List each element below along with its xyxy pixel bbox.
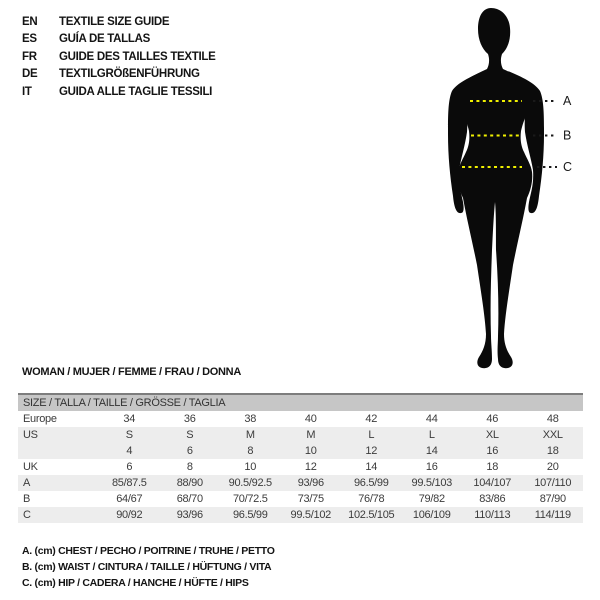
language-label: TEXTILGRÖßENFÜHRUNG bbox=[59, 68, 200, 81]
table-cell: 40 bbox=[304, 413, 317, 425]
table-cell: 8 bbox=[186, 461, 193, 473]
marker-label-b: B bbox=[563, 128, 572, 143]
table-cell: 16 bbox=[486, 445, 499, 457]
marker-label-a: A bbox=[563, 94, 572, 108]
table-cell: 96.5/99 bbox=[232, 509, 268, 521]
table-cell: 42 bbox=[365, 413, 378, 425]
table-cell: 76/78 bbox=[358, 493, 385, 505]
table-cell: 73/75 bbox=[297, 493, 324, 505]
table-row bbox=[18, 475, 583, 491]
table-cell: 104/107 bbox=[473, 477, 512, 489]
table-cell: S bbox=[186, 429, 194, 441]
table-cell: 6 bbox=[186, 445, 193, 457]
table-cell: 18 bbox=[546, 445, 559, 457]
table-cell: 90.5/92.5 bbox=[228, 477, 272, 489]
table-cell: 85/87.5 bbox=[111, 477, 147, 489]
table-cell: M bbox=[306, 429, 316, 441]
table-cell: 14 bbox=[425, 445, 438, 457]
language-label: GUIDE DES TAILLES TEXTILE bbox=[59, 50, 216, 63]
table-cell: 99.5/102 bbox=[290, 509, 331, 521]
table-cell: M bbox=[245, 429, 255, 441]
table-cell: 8 bbox=[247, 445, 254, 457]
table-cell: 93/96 bbox=[176, 509, 203, 521]
language-code: FR bbox=[22, 50, 37, 63]
table-cell: 38 bbox=[244, 413, 257, 425]
table-row-label: B bbox=[23, 493, 31, 505]
table-cell: 107/110 bbox=[534, 477, 572, 489]
table-cell: 68/70 bbox=[176, 493, 203, 505]
woman-silhouette-figure bbox=[400, 0, 600, 380]
language-label: GUIDA ALLE TAGLIE TESSILI bbox=[59, 85, 213, 98]
legend-line-hip: C. (cm) HIP / CADERA / HANCHE / HÜFTE / HIPS bbox=[22, 576, 249, 589]
table-cell: 34 bbox=[123, 413, 136, 425]
table-row-label: A bbox=[23, 477, 31, 489]
marker-label-c: C bbox=[563, 160, 573, 174]
language-row-it bbox=[22, 83, 216, 101]
table-cell: 90/92 bbox=[116, 509, 143, 521]
table-cell: 96.5/99 bbox=[353, 477, 389, 489]
table-cell: XXL bbox=[542, 429, 563, 441]
table-row bbox=[18, 507, 583, 523]
table-cell: 70/72.5 bbox=[232, 493, 268, 505]
language-code: DE bbox=[22, 68, 38, 81]
table-cell: 12 bbox=[365, 445, 378, 457]
table-cell: 6 bbox=[126, 461, 133, 473]
table-cell: 110/113 bbox=[474, 509, 511, 521]
table-cell: 18 bbox=[486, 461, 499, 473]
table-row bbox=[18, 411, 583, 427]
table-cell: 44 bbox=[425, 413, 438, 425]
table-row-label bbox=[18, 443, 99, 459]
table-cell: 46 bbox=[486, 413, 499, 425]
language-row-en bbox=[22, 13, 216, 31]
language-row-de bbox=[22, 66, 216, 84]
table-row bbox=[18, 443, 583, 459]
language-row-fr bbox=[22, 48, 216, 66]
size-table-body bbox=[18, 411, 583, 523]
table-cell: 106/109 bbox=[412, 509, 451, 521]
table-row bbox=[18, 459, 583, 475]
table-cell: 48 bbox=[546, 413, 559, 425]
table-row bbox=[18, 491, 583, 507]
table-cell: 93/96 bbox=[297, 477, 324, 489]
language-code: ES bbox=[22, 33, 37, 46]
measurement-legend bbox=[22, 544, 275, 591]
size-table bbox=[18, 393, 583, 523]
table-cell: 79/82 bbox=[418, 493, 445, 505]
language-label: TEXTILE SIZE GUIDE bbox=[59, 15, 170, 28]
table-row-label: UK bbox=[23, 461, 38, 473]
table-cell: 87/90 bbox=[539, 493, 566, 505]
table-cell: 10 bbox=[244, 461, 257, 473]
size-table-header: SIZE / TALLA / TAILLE / GRÖSSE / TAGLIA bbox=[18, 393, 583, 411]
table-row bbox=[18, 427, 583, 443]
table-cell: 12 bbox=[304, 461, 317, 473]
language-code: EN bbox=[22, 15, 38, 28]
table-cell: 4 bbox=[126, 445, 133, 457]
table-cell: L bbox=[428, 429, 435, 441]
table-cell: 88/90 bbox=[176, 477, 203, 489]
table-cell: L bbox=[368, 429, 375, 441]
table-row-label: US bbox=[23, 429, 38, 441]
language-list bbox=[22, 13, 216, 101]
silhouette-body bbox=[455, 8, 535, 368]
table-cell: 36 bbox=[183, 413, 196, 425]
table-row-label: Europe bbox=[23, 413, 57, 425]
table-cell: 14 bbox=[365, 461, 378, 473]
section-title: WOMAN / MUJER / FEMME / FRAU / DONNA bbox=[22, 366, 241, 378]
legend-line-chest: A. (cm) CHEST / PECHO / POITRINE / TRUHE / PETTO bbox=[22, 545, 275, 557]
table-cell: 102.5/105 bbox=[348, 509, 395, 521]
language-row-es bbox=[22, 31, 216, 49]
table-cell: 20 bbox=[546, 461, 559, 473]
table-cell: 114/119 bbox=[534, 509, 571, 521]
table-cell: 83/86 bbox=[479, 493, 506, 505]
language-label: GUÍA DE TALLAS bbox=[59, 33, 150, 46]
language-code: IT bbox=[22, 85, 32, 98]
table-cell: 16 bbox=[425, 461, 438, 473]
legend-line-waist: B. (cm) WAIST / CINTURA / TAILLE / HÜFTUNG / VITA bbox=[22, 560, 272, 573]
table-cell: 10 bbox=[304, 445, 317, 457]
table-cell: S bbox=[125, 429, 133, 441]
table-cell: 99.5/103 bbox=[411, 477, 452, 489]
table-cell: XL bbox=[485, 429, 499, 441]
table-cell: 64/67 bbox=[116, 493, 143, 505]
table-row-label: C bbox=[23, 509, 31, 521]
